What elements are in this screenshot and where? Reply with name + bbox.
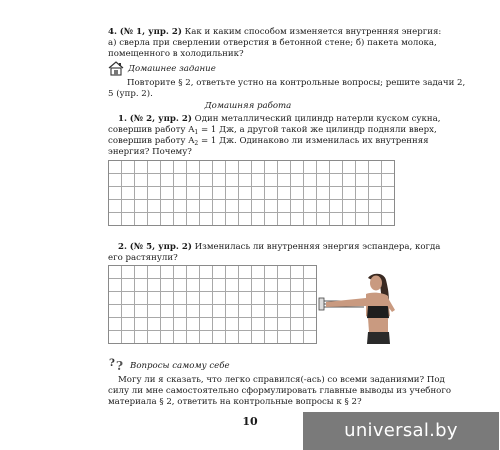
task2-line2: его растянули?	[108, 253, 178, 263]
homework-line1: Повторите § 2, ответьте устно на контрольные вопросы; решите задачи 2,	[127, 78, 466, 88]
task1-line4: энергия? Почему?	[108, 147, 192, 157]
task2-number: 2.	[118, 242, 127, 252]
task2-text-1: Изменилась ли внутренняя энергия эспандера, когда	[194, 242, 441, 252]
page-number: 10	[242, 415, 258, 428]
self-questions-title: Вопросы самому себе	[130, 361, 230, 371]
task1-number: 1.	[118, 114, 127, 124]
task4-line1	[108, 27, 441, 38]
svg-text:?: ?	[116, 359, 124, 373]
watermark: universal.by	[303, 412, 499, 450]
task1-line3: совершив работу $A_2 = 1$ Дж. Одинаково ли изменилась их внутренняя	[108, 136, 429, 147]
girl-with-expander	[316, 268, 396, 348]
self-questions-line1: Могу ли я сказать, что легко справился(-ась) со всеми заданиями? Под	[118, 375, 445, 385]
task1-line2: совершив работу $A_1 = 1$ Дж, а другой такой же цилиндр подняли вверх,	[108, 125, 437, 136]
task1-line1	[118, 114, 440, 125]
task4-line2: а) сверла при сверлении отверстия в бетонной стене; б) пакета молока,	[108, 38, 437, 48]
task2-line1	[118, 242, 440, 253]
svg-text:?: ?	[109, 358, 115, 369]
task4-line3: помещенного в холодильник?	[108, 49, 244, 59]
task1-ref: (№ 2, упр. 2)	[129, 114, 192, 124]
answer-grid-1[interactable]	[108, 160, 395, 226]
task4-number: 4.	[108, 27, 117, 37]
self-questions-line2: силу ли мне самостоятельно сформулировать главные выводы из учебного	[108, 386, 452, 396]
homework-line2: 5 (упр. 2).	[108, 89, 153, 99]
self-questions-line3: материала § 2, ответить на контрольные вопросы к § 2?	[108, 397, 362, 407]
homework-title: Домашнее задание	[128, 64, 216, 74]
task1-text-1: Один металлический цилиндр натерли куском сукна,	[194, 114, 441, 124]
task4-ref: (№ 1, упр. 2)	[119, 27, 182, 37]
question-marks-icon	[108, 355, 126, 373]
answer-grid-2[interactable]	[108, 265, 317, 344]
house-icon	[108, 61, 124, 76]
section-title: Домашняя работа	[204, 101, 292, 111]
task4-text-1: Как и каким способом изменяется внутренняя энергия:	[184, 27, 442, 37]
task2-ref: (№ 5, упр. 2)	[129, 242, 192, 252]
